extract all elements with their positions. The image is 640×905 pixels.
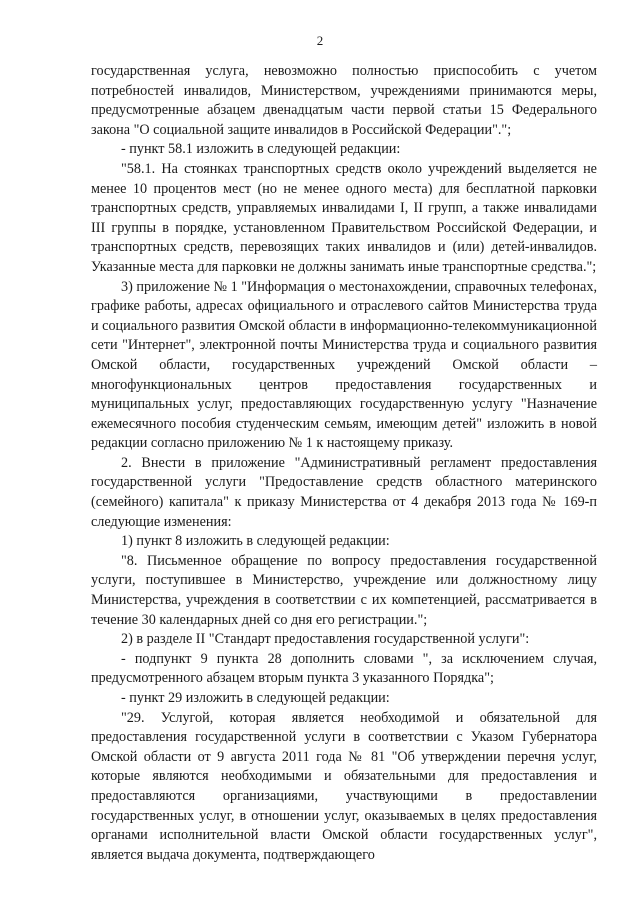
paragraph: "8. Письменное обращение по вопросу предоставления государственной услуги, поступившее в Министерство, учреждение или должностному лицу Министерства, учреждения в соответствии с их компетенцией, рассматривается в течение 30 календарных дней со дня его регистрации."; bbox=[91, 552, 597, 628]
page-number: 2 bbox=[316, 33, 324, 48]
paragraph: 3) приложение № 1 "Информация о местонахождении, справочных телефонах, графике работы, адресах официального и отраслевого сайтов Министерства труда и социального развития Омской области в информационно-телекоммуникационной сети "Интернет", электронной почты Министерства труда и социального развития Омской области, государственных учреждений Омской области – многофункциональных центров предоставления государственных и муниципальных услуг, предоставляющих государственную услугу "Назначение ежемесячного пособия студенческим семьям, имеющим детей" изложить в новой редакции согласно приложению № 1 к настоящему приказу. bbox=[91, 278, 597, 452]
paragraph: государственная услуга, невозможно полностью приспособить с учетом потребностей инвалидов, Министерством, учреждениями принимаются меры, предусмотренные абзацем двенадцатым части первой статьи 15 Федерального закона "О социальной защите инвалидов в Российской Федерации"."; bbox=[91, 63, 597, 138]
paragraph: - пункт 29 изложить в следующей редакции: bbox=[121, 690, 390, 706]
document-body bbox=[91, 62, 597, 865]
paragraph: - пункт 58.1 изложить в следующей редакции: bbox=[121, 141, 401, 158]
paragraph: 2. Внести в приложение "Административный регламент предоставления государственной услуги "Предоставление средств областного материнского (семейного) капитала" к приказу Министерства от 4 декабря 2013 года № 169-п следующие изменения: bbox=[91, 454, 597, 530]
paragraph: - подпункт 9 пункта 28 дополнить словами ", за исключением случая, предусмотренного абзацем вторым пункта 3 указанного Порядка"; bbox=[91, 650, 597, 687]
paragraph: "29. Услугой, которая является необходимой и обязательной для предоставления государственной услуги в соответствии с Указом Губернатора Омской области от 9 августа 2011 года № 81 "Об утверждении перечня услуг, которые являются необходимыми и обязательными для предоставления и предоставляются организациями, участвующими в предоставлении государственных услуг, в отношении услуг, оказываемых в целях предоставления органами исполнительной власти Омской области государственных услуг", является выдача документа, подтверждающего bbox=[91, 709, 597, 863]
paragraph: 2) в разделе II "Стандарт предоставления государственной услуги": bbox=[121, 631, 530, 648]
paragraph: 1) пункт 8 изложить в следующей редакции: bbox=[121, 533, 390, 550]
paragraph: "58.1. На стоянках транспортных средств около учреждений выделяется не менее 10 процентов мест (но не менее одного места) для бесплатной парковки транспортных средств, управляемых инвалидами I, II групп, а также инвалидами III группы в порядке, установленном Правительством Российской Федерации, и транспортных средств, перевозящих таких инвалидов и (или) детей-инвалидов. Указанные места для парковки не должны занимать иные транспортные средства."; bbox=[91, 160, 597, 275]
